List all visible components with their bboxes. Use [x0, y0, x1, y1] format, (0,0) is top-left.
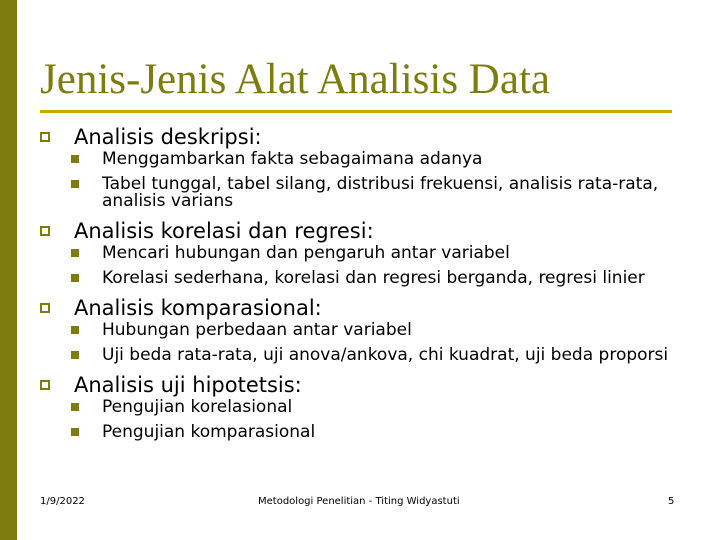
page-number: 5 [668, 496, 675, 507]
filled-square-bullet-icon [71, 180, 79, 188]
list-item [40, 245, 680, 262]
list-item-text: Menggambarkan fakta sebagaimana adanya [102, 149, 483, 169]
filled-square-bullet-icon [71, 274, 79, 282]
section-analisis-uji-hipotesis [40, 372, 680, 441]
section-analisis-korelasi [40, 218, 680, 287]
section-analisis-deskripsi [40, 124, 680, 210]
list-item-text: Pengujian komparasional [102, 422, 316, 442]
footer-date: 1/9/2022 [40, 496, 85, 507]
section-heading [40, 218, 680, 244]
filled-square-bullet-icon [71, 155, 79, 163]
hollow-square-bullet-icon [40, 303, 50, 313]
section-heading-text: Analisis uji hipotetsis: [74, 373, 302, 397]
list-item-text: Korelasi sederhana, korelasi dan regresi berganda, regresi linier [102, 268, 645, 288]
list-item [40, 151, 680, 168]
section-heading [40, 295, 680, 321]
section-heading-text: Analisis komparasional: [74, 296, 322, 320]
section-analisis-komparasional [40, 295, 680, 364]
sub-list [40, 245, 680, 287]
list-item-text: Pengujian korelasional [102, 397, 293, 417]
sub-list [40, 151, 680, 210]
list-item [40, 424, 680, 441]
sub-list [40, 399, 680, 441]
sub-list [40, 322, 680, 364]
list-item-text: Mencari hubungan dan pengaruh antar variabel [102, 243, 510, 263]
title-underline [40, 110, 672, 113]
filled-square-bullet-icon [71, 249, 79, 257]
bullet-list [40, 124, 680, 449]
filled-square-bullet-icon [71, 428, 79, 436]
section-heading-text: Analisis deskripsi: [74, 125, 262, 149]
slide-title: Jenis-Jenis Alat Analisis Data [40, 56, 550, 103]
footer-author: Metodologi Penelitian - Titing Widyastuti [258, 496, 460, 507]
hollow-square-bullet-icon [40, 132, 50, 142]
list-item [40, 270, 680, 287]
section-heading [40, 372, 680, 398]
filled-square-bullet-icon [71, 403, 79, 411]
list-item [40, 176, 680, 210]
section-heading-text: Analisis korelasi dan regresi: [74, 219, 374, 243]
list-item [40, 399, 680, 416]
section-heading [40, 124, 680, 150]
list-item [40, 322, 680, 339]
hollow-square-bullet-icon [40, 226, 50, 236]
list-item-text: Uji beda rata-rata, uji anova/ankova, chi kuadrat, uji beda proporsi [102, 345, 669, 365]
list-item [40, 347, 680, 364]
left-accent-bar [0, 0, 17, 540]
filled-square-bullet-icon [71, 326, 79, 334]
list-item-text: Hubungan perbedaan antar variabel [102, 320, 412, 340]
list-item-text: Tabel tunggal, tabel silang, distribusi frekuensi, analisis rata-rata, analisis varians [102, 174, 659, 211]
hollow-square-bullet-icon [40, 380, 50, 390]
filled-square-bullet-icon [71, 351, 79, 359]
